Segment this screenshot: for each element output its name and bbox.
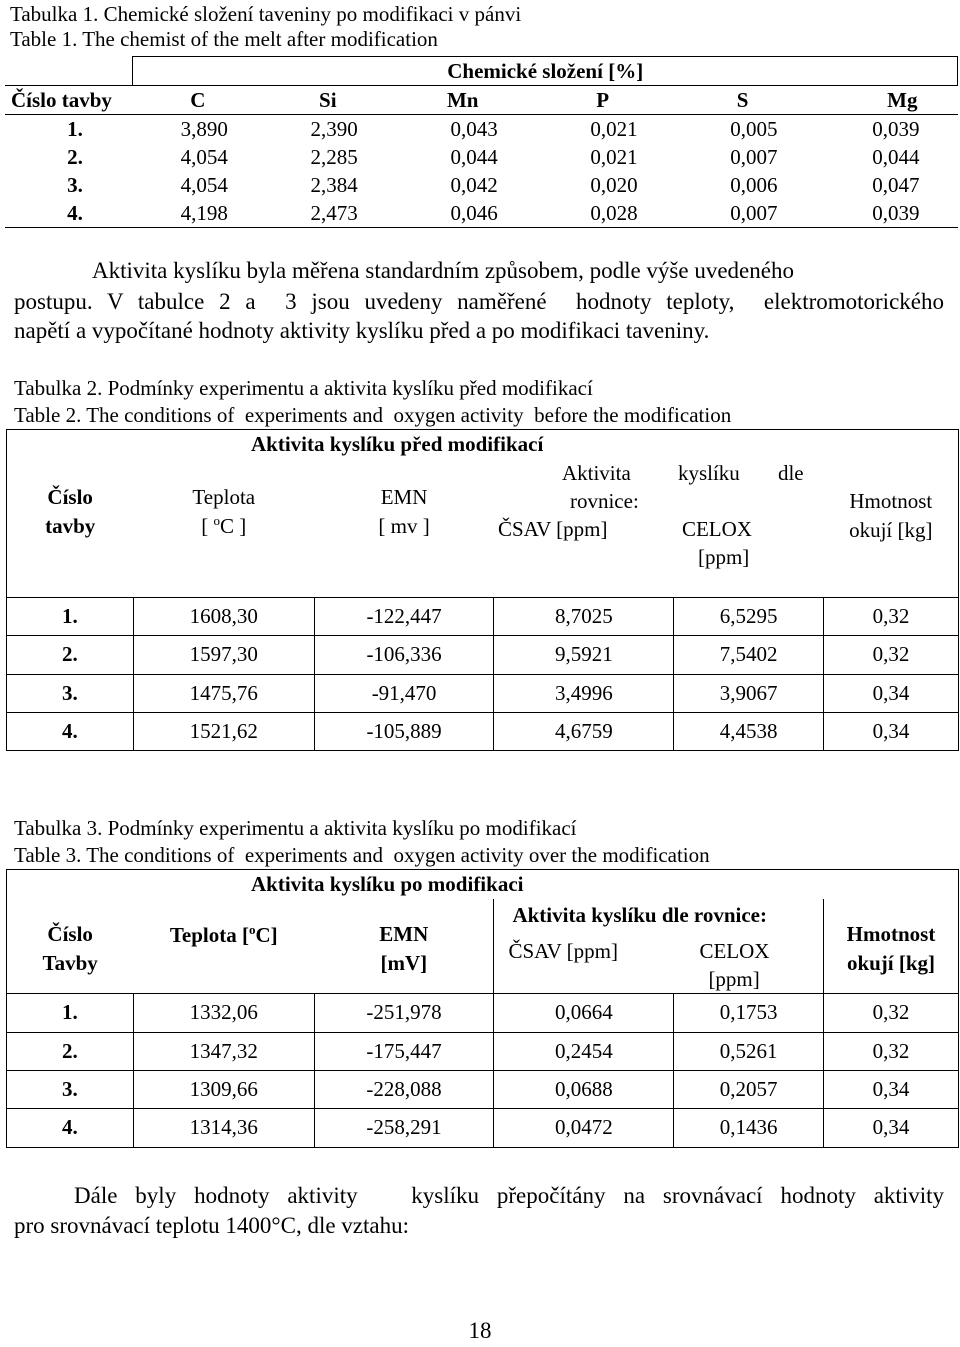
table2-cell: 4,4538 bbox=[674, 712, 824, 750]
table1-cell: 0,044 bbox=[450, 145, 498, 169]
table3-cell: 0,5261 bbox=[674, 1032, 824, 1070]
table3-caption-cz: Tabulka 3. Podmínky experimentu a aktivita kyslíku po modifikací bbox=[14, 816, 577, 840]
table2-col-celox-l2: [ppm] bbox=[697, 544, 750, 569]
table1-col-si: Si bbox=[263, 86, 393, 115]
table2-cell: 1. bbox=[7, 597, 134, 635]
table2-col-hm-l1: Hmotnost bbox=[849, 488, 933, 513]
table1-cell: 3. bbox=[67, 173, 83, 197]
table2-col-teplota bbox=[133, 459, 314, 598]
table3-akt-header: Aktivita kyslíku dle rovnice: bbox=[512, 902, 767, 927]
table1-group-header: Chemické složení [%] bbox=[133, 57, 958, 86]
table2-cell: 0,32 bbox=[824, 635, 959, 674]
table2-cell: 1475,76 bbox=[133, 674, 314, 712]
table1 bbox=[5, 56, 958, 228]
table-row bbox=[7, 1108, 959, 1147]
paragraph2-line2: pro srovnávací teplotu 1400°C, dle vztahu: bbox=[14, 1213, 409, 1238]
table1-cell: 0,039 bbox=[813, 115, 958, 144]
table1-cell: 0,039 bbox=[813, 199, 958, 228]
paragraph2-line1: Dále byly hodnoty aktivity kyslíku přepočítány na srovnávací hodnoty aktivity bbox=[74, 1183, 944, 1208]
table1-cell: 0,047 bbox=[872, 173, 920, 197]
table2-cell: 2. bbox=[7, 635, 134, 674]
table2-cell: 1597,30 bbox=[133, 635, 314, 674]
table3-cell: 0,1753 bbox=[674, 993, 824, 1032]
table1-caption-cz: Tabulka 1. Chemické složení taveniny po modifikaci v pánvi bbox=[10, 2, 522, 26]
table3-col-emn-l2: [mV] bbox=[380, 950, 428, 975]
table1-cell: 0,021 bbox=[590, 145, 638, 169]
table3-cell: 0,32 bbox=[824, 993, 959, 1032]
table2-cell: 7,5402 bbox=[674, 635, 824, 674]
table-row bbox=[7, 1070, 959, 1108]
table2-col-csav: ČSAV [ppm] bbox=[497, 516, 608, 541]
table1-col-p: P bbox=[533, 86, 673, 115]
table-row bbox=[7, 712, 959, 750]
table2-cell: 0,34 bbox=[824, 674, 959, 712]
table3-cell: 4. bbox=[7, 1108, 134, 1147]
table1-cell: 2,390 bbox=[263, 115, 393, 144]
table2-cell: -122,447 bbox=[314, 597, 494, 635]
table1-cell: 2,473 bbox=[263, 199, 393, 228]
table1-cell: 4,054 bbox=[180, 145, 228, 169]
table2-cell: 4,6759 bbox=[494, 712, 674, 750]
table1-cell: 0,028 bbox=[533, 199, 673, 228]
table3-col-hmotnost bbox=[824, 899, 959, 994]
table-row bbox=[5, 115, 958, 144]
table2-akt-word1: Aktivita bbox=[561, 460, 631, 485]
table-row bbox=[7, 1032, 959, 1070]
table3-cell: 0,2454 bbox=[494, 1032, 674, 1070]
table1-cell: 2,384 bbox=[310, 173, 358, 197]
table3-col-csav: ČSAV [ppm] bbox=[508, 938, 618, 963]
table-row bbox=[7, 597, 959, 635]
paragraph1-line3: napětí a vypočítané hodnoty aktivity kyslíku před a po modifikaci taveniny. bbox=[14, 318, 710, 343]
page-number: 18 bbox=[468, 1318, 492, 1343]
table2-cell: 1521,62 bbox=[133, 712, 314, 750]
table3-col-celox-l1: CELOX bbox=[699, 938, 770, 963]
table3-col-emn-l1: EMN bbox=[379, 921, 429, 946]
table2-col-emn-l2: [ mv ] bbox=[378, 513, 430, 538]
table1-col-c: C bbox=[133, 86, 263, 115]
table2-cell: 3. bbox=[7, 674, 134, 712]
table2-cell: 3,4996 bbox=[494, 674, 674, 712]
table3-col-aktivita bbox=[494, 899, 824, 994]
table1-cell: 0,006 bbox=[730, 173, 778, 197]
table-row bbox=[5, 171, 958, 199]
table-row bbox=[7, 674, 959, 712]
table-row bbox=[7, 635, 959, 674]
table1-col-s: S bbox=[673, 86, 813, 115]
table1-cell: 0,007 bbox=[673, 199, 813, 228]
table1-cell: 0,005 bbox=[673, 115, 813, 144]
table1-cell: 3,890 bbox=[133, 115, 263, 144]
table2-akt-word3: dle bbox=[777, 460, 804, 485]
table3-cell: 3. bbox=[7, 1070, 134, 1108]
table3-col-teplota bbox=[133, 899, 314, 994]
table2-col-cislo-l1: Číslo bbox=[47, 484, 93, 509]
table2-col-emn-l1: EMN bbox=[380, 484, 428, 509]
table-row bbox=[5, 143, 958, 171]
table3-col-hm-l1: Hmotnost bbox=[846, 921, 936, 946]
table2-cell: 0,32 bbox=[824, 597, 959, 635]
table1-cell: 1. bbox=[5, 115, 133, 144]
table2-cell: 4. bbox=[7, 712, 134, 750]
table2-cell: 1608,30 bbox=[133, 597, 314, 635]
table3-cell: -258,291 bbox=[314, 1108, 494, 1147]
table3-col-cislo-l1: Číslo bbox=[47, 921, 93, 946]
table2-col-hmotnost bbox=[824, 459, 959, 598]
table1-caption-en: Table 1. The chemist of the melt after modification bbox=[10, 27, 438, 51]
table3-cell: 0,32 bbox=[824, 1032, 959, 1070]
table2-col-aktivita bbox=[494, 459, 824, 598]
table3-title: Aktivita kyslíku po modifikaci bbox=[7, 870, 959, 899]
table3-col-teplota-b: C] bbox=[255, 922, 278, 947]
table2-akt-word2: kyslíku bbox=[677, 460, 740, 485]
table3-col-cislo-l2: Tavby bbox=[42, 950, 98, 975]
table2-col-celox-l1: CELOX bbox=[681, 516, 752, 541]
table3-cell: -251,978 bbox=[314, 993, 494, 1032]
table1-cell: 2,285 bbox=[310, 145, 358, 169]
table1-cell: 0,020 bbox=[590, 173, 638, 197]
table3-col-cislo bbox=[7, 899, 134, 994]
table1-cell: 4,054 bbox=[180, 173, 228, 197]
table2-cell: -105,889 bbox=[314, 712, 494, 750]
table2-col-hm-l2: okují [kg] bbox=[849, 517, 933, 542]
table2-col-teplota-bracket: [ bbox=[201, 513, 214, 538]
table2-cell: 6,5295 bbox=[674, 597, 824, 635]
table2-cell: 9,5921 bbox=[494, 635, 674, 674]
table2-degree-sup: o bbox=[213, 512, 220, 528]
table2-cell: -106,336 bbox=[314, 635, 494, 674]
paragraph1-line1: Aktivita kyslíku byla měřena standardním způsobem, podle výše uvedeného bbox=[92, 258, 794, 283]
table3-cell: 1314,36 bbox=[133, 1108, 314, 1147]
table3-cell: -228,088 bbox=[314, 1070, 494, 1108]
table3-cell: 2. bbox=[7, 1032, 134, 1070]
table3-cell: 0,1436 bbox=[674, 1108, 824, 1147]
table2-col-cislo-l2: tavby bbox=[45, 513, 96, 538]
table3-col-emn bbox=[314, 899, 494, 994]
table2-cell: 8,7025 bbox=[494, 597, 674, 635]
table1-col-cislo: Číslo tavby bbox=[5, 86, 133, 115]
table3-cell: 0,34 bbox=[824, 1070, 959, 1108]
table3-cell: 1347,32 bbox=[133, 1032, 314, 1070]
table1-cell: 0,043 bbox=[393, 115, 533, 144]
table2-cell: 0,34 bbox=[824, 712, 959, 750]
table-row bbox=[7, 993, 959, 1032]
table1-cell: 2. bbox=[67, 145, 83, 169]
table2-cell: 3,9067 bbox=[674, 674, 824, 712]
table3-cell: 0,0688 bbox=[494, 1070, 674, 1108]
table1-cell: 4. bbox=[5, 199, 133, 228]
table3-col-hm-l2: okují [kg] bbox=[846, 950, 936, 975]
table2 bbox=[6, 429, 959, 751]
table2-caption-cz: Tabulka 2. Podmínky experimentu a aktivita kyslíku před modifikací bbox=[14, 376, 593, 400]
table3-col-teplota-a: Teplota [ bbox=[169, 922, 249, 947]
table1-col-mn: Mn bbox=[393, 86, 533, 115]
table1-cell: 0,042 bbox=[450, 173, 498, 197]
table3-cell: 1. bbox=[7, 993, 134, 1032]
table2-col-emn bbox=[314, 459, 494, 598]
paragraph1-line2: postupu. V tabulce 2 a 3 jsou uvedeny naměřené hodnoty teploty, elektromotorického bbox=[14, 289, 944, 314]
table3 bbox=[6, 869, 959, 1148]
table3-cell: 1309,66 bbox=[133, 1070, 314, 1108]
table2-title: Aktivita kyslíku před modifikací bbox=[7, 430, 959, 459]
table2-caption-en: Table 2. The conditions of experiments and oxygen activity before the modification bbox=[14, 403, 732, 427]
table3-cell: -175,447 bbox=[314, 1032, 494, 1070]
table2-col-teplota-l1: Teplota bbox=[192, 484, 256, 509]
table2-col-teplota-unit: C ] bbox=[220, 513, 247, 538]
table-row bbox=[5, 199, 958, 228]
table1-cell: 0,044 bbox=[872, 145, 920, 169]
table3-cell: 0,0664 bbox=[494, 993, 674, 1032]
table2-col-cislo bbox=[7, 459, 134, 598]
table3-cell: 0,0472 bbox=[494, 1108, 674, 1147]
table1-cell: 4,198 bbox=[133, 199, 263, 228]
table1-cell: 0,021 bbox=[533, 115, 673, 144]
table3-cell: 1332,06 bbox=[133, 993, 314, 1032]
table2-akt-line2: rovnice: bbox=[569, 488, 639, 513]
table3-col-celox-l2: [ppm] bbox=[708, 966, 760, 991]
table3-caption-en: Table 3. The conditions of experiments and oxygen activity over the modification bbox=[14, 843, 710, 867]
table3-degree-sup: o bbox=[248, 921, 256, 937]
table1-cell: 0,046 bbox=[393, 199, 533, 228]
table2-cell: -91,470 bbox=[314, 674, 494, 712]
table1-col-mg: Mg bbox=[813, 86, 958, 115]
table3-cell: 0,2057 bbox=[674, 1070, 824, 1108]
table1-cell: 0,007 bbox=[730, 145, 778, 169]
table3-cell: 0,34 bbox=[824, 1108, 959, 1147]
